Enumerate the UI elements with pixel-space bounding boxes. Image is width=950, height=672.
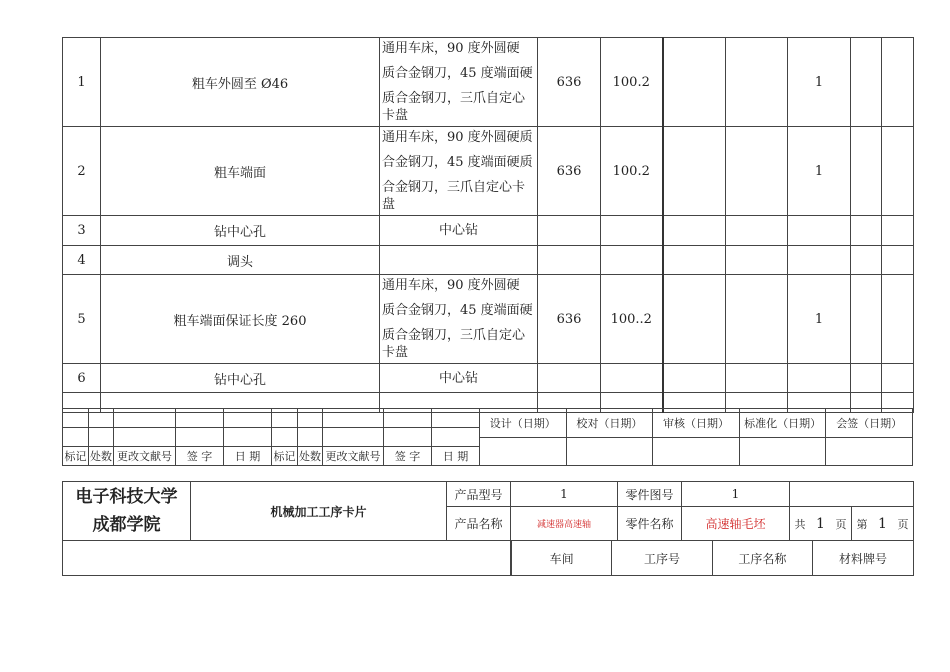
revision-block (62, 408, 480, 466)
table-row (63, 246, 914, 275)
op-qty (788, 246, 851, 275)
op-number: 5 (63, 275, 101, 364)
page-number: 第 1 页 (852, 507, 914, 541)
table-row (63, 216, 914, 246)
process-name-label: 工序名称 (712, 541, 812, 575)
op-tools (380, 127, 538, 216)
op-blank (882, 364, 914, 393)
op-blank (851, 127, 882, 216)
op-blank (726, 216, 788, 246)
op-blank (882, 246, 914, 275)
school-name: 电子科技大学 成都学院 (63, 482, 191, 541)
op-number: 2 (63, 127, 101, 216)
product-model-label: 产品型号 (447, 482, 511, 507)
signoff-header: 审核（日期） (653, 409, 740, 438)
table-row (63, 127, 914, 216)
tool-line: 质合金钢刀，三爪自定心 (382, 328, 526, 343)
op-tools (380, 216, 538, 246)
op-blank (882, 38, 914, 127)
op-speed: 636 (538, 127, 601, 216)
op-blank (726, 127, 788, 216)
op-blank (663, 127, 726, 216)
op-number: 4 (63, 246, 101, 275)
table-row (63, 364, 914, 393)
op-blank (663, 364, 726, 393)
op-tools (380, 38, 538, 127)
op-tools (380, 275, 538, 364)
revision-header: 日 期 (224, 447, 272, 466)
op-speed (538, 216, 601, 246)
op-tools (380, 364, 538, 393)
tool-line: 质合金钢刀，三爪自定心 (382, 91, 526, 106)
op-blank (726, 275, 788, 364)
total-pages: 共 1 页 (790, 507, 852, 541)
op-blank (726, 246, 788, 275)
tool-line: 通用车床，90 度外圆硬 (382, 41, 520, 56)
op-qty (788, 216, 851, 246)
part-drawing-label: 零件图号 (618, 482, 682, 507)
tool-line: 质合金钢刀，45 度端面硬 (382, 66, 533, 81)
title-block (62, 481, 914, 576)
part-name-label: 零件名称 (618, 507, 682, 541)
op-qty: 1 (788, 275, 851, 364)
operations-table (62, 37, 914, 413)
signoff-header: 会签（日期） (826, 409, 913, 438)
op-blank (851, 216, 882, 246)
tool-line: 合金钢刀，45 度端面硬质 (382, 155, 533, 170)
blank-cell (63, 541, 511, 576)
op-feed: 100..2 (601, 275, 663, 364)
op-blank (851, 364, 882, 393)
op-blank (851, 275, 882, 364)
op-feed (601, 216, 663, 246)
op-blank (663, 275, 726, 364)
op-blank (726, 364, 788, 393)
card-title: 机械加工工序卡片 (191, 482, 447, 541)
revision-header: 更改文献号 (323, 447, 384, 466)
op-blank (663, 38, 726, 127)
signoff-header: 校对（日期） (566, 409, 653, 438)
signoff-block (479, 408, 913, 466)
op-qty: 1 (788, 38, 851, 127)
process-no-label: 工序号 (612, 541, 712, 575)
revision-header: 签 字 (384, 447, 432, 466)
op-blank (663, 216, 726, 246)
material-label: 材料牌号 (813, 541, 913, 575)
op-qty: 1 (788, 127, 851, 216)
op-blank (726, 38, 788, 127)
part-drawing-value: 1 (682, 482, 790, 507)
revision-header: 日 期 (432, 447, 480, 466)
tool-line: 中心钻 (438, 223, 478, 238)
op-content: 调头 (101, 246, 380, 275)
revision-header: 处数 (89, 447, 114, 466)
blank-cell (790, 482, 914, 507)
op-number: 1 (63, 38, 101, 127)
op-blank (882, 275, 914, 364)
op-number: 3 (63, 216, 101, 246)
op-feed (601, 246, 663, 275)
tool-line: 通用车床，90 度外圆硬质 (382, 130, 533, 145)
tool-line: 卡盘 (382, 345, 409, 360)
table-row (63, 38, 914, 127)
op-blank (882, 216, 914, 246)
revision-header: 更改文献号 (114, 447, 176, 466)
product-name-label: 产品名称 (447, 507, 511, 541)
op-content: 粗车外圆至 Ø46 (101, 38, 380, 127)
op-blank (663, 246, 726, 275)
tool-line: 合金钢刀，三爪自定心卡 (382, 180, 526, 195)
op-number: 6 (63, 364, 101, 393)
process-info-row (511, 541, 914, 576)
op-tools (380, 246, 538, 275)
op-blank (851, 246, 882, 275)
op-blank (882, 127, 914, 216)
op-blank (851, 38, 882, 127)
revision-header: 标记 (272, 447, 298, 466)
product-name-value: 减速器高速轴 (511, 507, 618, 541)
signoff-header: 标准化（日期） (739, 409, 826, 438)
tool-line: 卡盘 (382, 108, 409, 123)
product-model-value: 1 (511, 482, 618, 507)
op-content: 钻中心孔 (101, 364, 380, 393)
op-feed: 100.2 (601, 38, 663, 127)
revision-header: 标记 (63, 447, 89, 466)
tool-line: 中心钻 (438, 370, 478, 386)
part-name-value: 高速轴毛坯 (682, 507, 790, 541)
signoff-header: 设计（日期） (480, 409, 567, 438)
op-speed (538, 246, 601, 275)
tool-line: 质合金钢刀，45 度端面硬 (382, 303, 533, 318)
workshop-label: 车间 (512, 541, 612, 575)
op-feed: 100.2 (601, 127, 663, 216)
op-speed: 636 (538, 38, 601, 127)
op-content: 粗车端面保证长度 260 (101, 275, 380, 364)
op-feed (601, 364, 663, 393)
revision-header: 处数 (298, 447, 323, 466)
tool-line: 盘 (382, 197, 396, 212)
op-qty (788, 364, 851, 393)
op-speed: 636 (538, 275, 601, 364)
op-content: 钻中心孔 (101, 216, 380, 246)
op-content: 粗车端面 (101, 127, 380, 216)
tool-line: 通用车床，90 度外圆硬 (382, 278, 520, 293)
revision-header: 签 字 (176, 447, 224, 466)
table-row (63, 275, 914, 364)
op-speed (538, 364, 601, 393)
